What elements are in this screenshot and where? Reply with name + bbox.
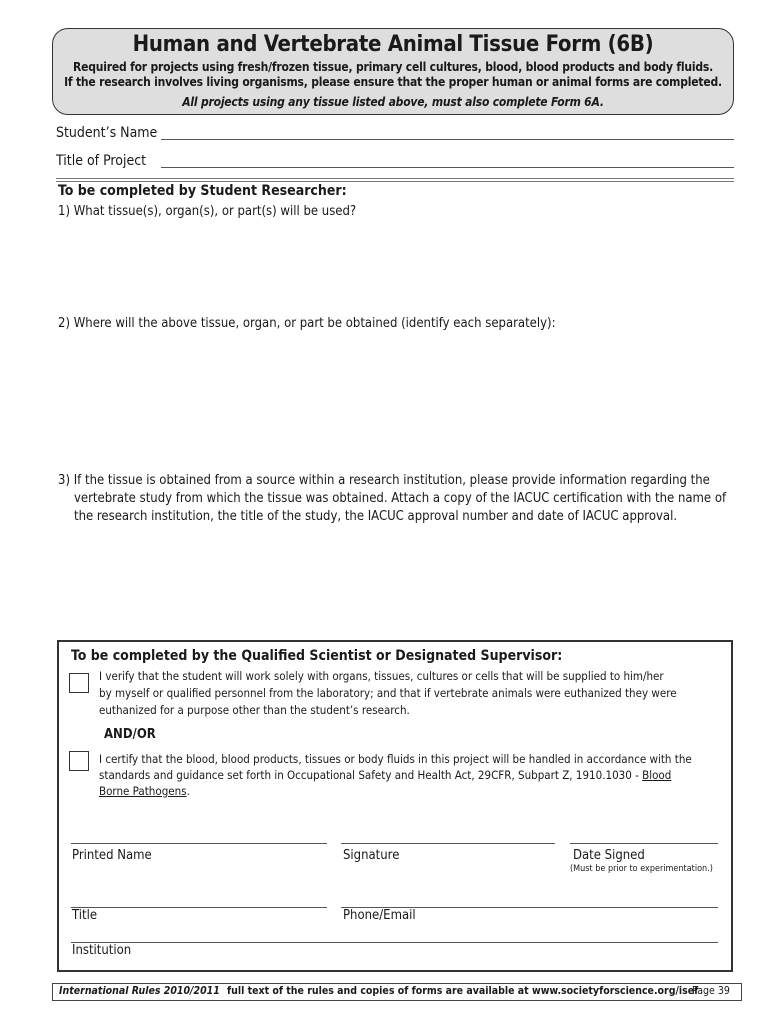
question-2: 2) Where will the above tissue, organ, or part be obtained (identify each separately):: [58, 316, 556, 331]
date-signed-note: (Must be prior to experimentation.): [570, 864, 713, 874]
section-divider: [56, 181, 734, 182]
project-title-label: Title of Project: [56, 153, 147, 169]
phone-email-label: Phone/Email: [343, 908, 416, 923]
verify-text-line1: I verify that the student will work solely with organs, tissues, cultures or cells that will be supplied to him/her: [99, 669, 664, 683]
answer-3-area[interactable]: [58, 528, 734, 633]
question-3-line3: the research institution, the title of the study, the IACUC approval number and date of IACUC approval.: [74, 509, 678, 524]
header-living-organisms-line: If the research involves living organisms, please ensure that the proper human or animal forms are completed.: [64, 75, 722, 89]
verify-checkbox[interactable]: [69, 673, 89, 693]
student-section-heading: To be completed by Student Researcher:: [58, 183, 347, 199]
institution-label: Institution: [72, 943, 132, 958]
title-field[interactable]: [71, 907, 327, 908]
and-or-label: AND/OR: [104, 727, 156, 742]
header-requirement-line: Required for projects using fresh/frozen tissue, primary cell cultures, blood, blood products and body fluids.: [72, 60, 713, 74]
form-title: Human and Vertebrate Animal Tissue Form (6B): [132, 32, 654, 57]
printed-name-label: Printed Name: [72, 848, 152, 863]
project-title-field[interactable]: [161, 167, 734, 168]
question-1: 1) What tissue(s), organ(s), or part(s) will be used?: [58, 204, 357, 219]
certify-text-line2: [99, 767, 671, 784]
section-divider: [56, 178, 734, 179]
printed-name-field[interactable]: [71, 843, 327, 844]
student-name-label: Student’s Name: [56, 125, 158, 141]
supervisor-section-heading: To be completed by the Qualified Scientist or Designated Supervisor:: [71, 648, 563, 664]
answer-2-area[interactable]: [58, 334, 734, 464]
question-3-line1: 3) If the tissue is obtained from a source within a research institution, please provide information regarding the: [58, 473, 710, 488]
date-signed-label: Date Signed: [573, 848, 645, 863]
header-form6a-note: All projects using any tissue listed above, must also complete Form 6A.: [182, 95, 604, 109]
signature-label: Signature: [343, 848, 400, 863]
certify-text-line3: [99, 783, 190, 800]
blood-borne-pathogens-link[interactable]: Blood: [642, 768, 672, 782]
title-label: Title: [72, 908, 98, 923]
footer-rules-label: International Rules 2010/2011: [59, 985, 220, 997]
certify-text-line2-pre: standards and guidance set forth in Occupational Safety and Health Act, 29CFR, Subpart Z, 1910.1030 -: [99, 768, 643, 782]
certify-text-line3-post: .: [186, 784, 190, 798]
blood-borne-pathogens-link-cont[interactable]: Borne Pathogens: [99, 784, 187, 798]
date-signed-field[interactable]: [570, 843, 718, 844]
verify-text-line2: by myself or qualified personnel from the laboratory; and that if vertebrate animals were euthanized they were: [99, 686, 677, 700]
answer-1-area[interactable]: [58, 222, 734, 312]
institution-field[interactable]: [71, 942, 718, 943]
footer-text: full text of the rules and copies of forms are available at www.societyforscience.org/isef: [227, 985, 699, 997]
form-header-box: [52, 28, 734, 115]
certify-checkbox[interactable]: [69, 751, 89, 771]
signature-field[interactable]: [341, 843, 555, 844]
student-name-field[interactable]: [161, 139, 734, 140]
page-number: Page 39: [692, 985, 730, 997]
question-3-line2: vertebrate study from which the tissue was obtained. Attach a copy of the IACUC certification with the name of: [74, 491, 727, 506]
certify-text-line1: I certify that the blood, blood products, tissues or body fluids in this project will be handled in accordance with the: [99, 752, 692, 766]
verify-text-line3: euthanized for a purpose other than the student’s research.: [99, 703, 410, 717]
